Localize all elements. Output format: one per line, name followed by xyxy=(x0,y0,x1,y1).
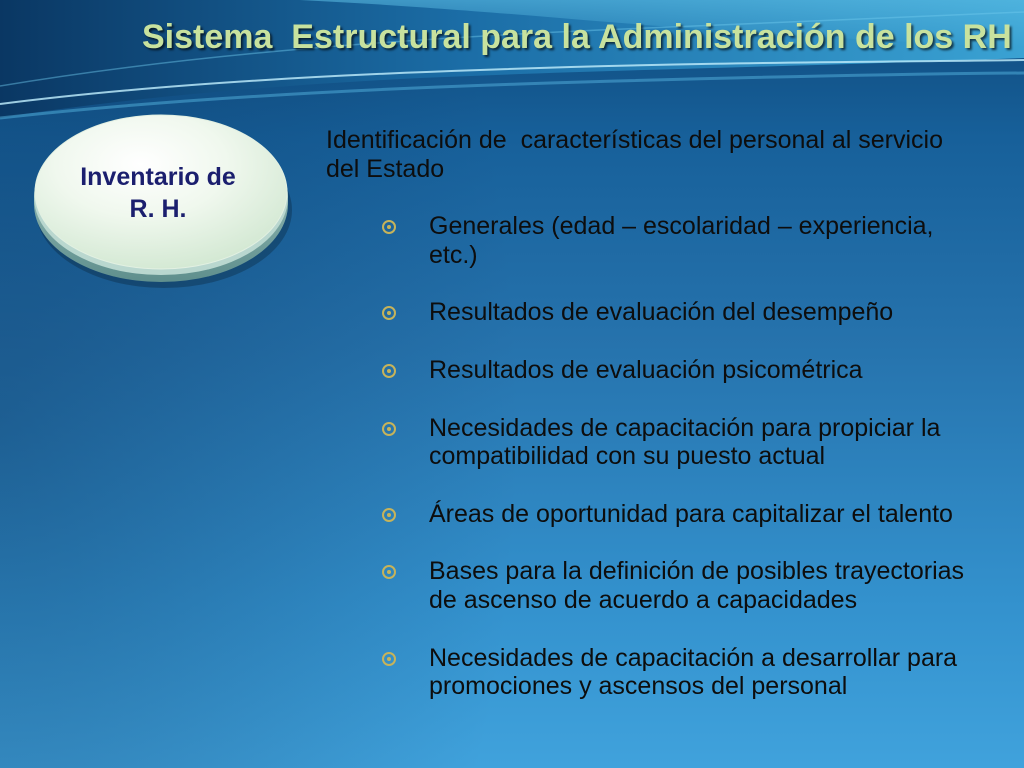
bullet-line: compatibilidad con su puesto actual xyxy=(429,442,826,471)
bullet-line: Resultados de evaluación psicométrica xyxy=(429,355,863,384)
bullet-line: Necesidades de capacitación a desarrollar para xyxy=(429,643,958,672)
inventory-badge-oval xyxy=(0,0,330,300)
intro-line: Identificación de características del personal al servicio xyxy=(326,126,943,154)
bullet-line: Áreas de oportunidad para capitalizar el talento xyxy=(429,499,953,528)
inventory-badge-label xyxy=(33,161,283,225)
slide-title: Sistema Estructural para la Administración de los RH xyxy=(142,18,1012,56)
bullet-line: promociones y ascensos del personal xyxy=(429,672,848,701)
bullet-line: etc.) xyxy=(429,240,478,269)
bullet-item xyxy=(326,212,1016,269)
bullet-line: Resultados de evaluación del desempeño xyxy=(429,298,894,327)
bullet-item xyxy=(326,356,1016,385)
circled-dot-bullet-icon xyxy=(382,422,396,436)
bullet-item xyxy=(326,644,1016,701)
bullet-item xyxy=(326,414,1016,471)
bullet-line: Generales (edad – escolaridad – experiencia, xyxy=(429,212,934,241)
intro-text xyxy=(326,126,1016,183)
bullet-item xyxy=(326,500,1016,529)
bullet-list xyxy=(326,212,1016,701)
badge-label-line: R. H. xyxy=(129,195,187,223)
circled-dot-bullet-icon xyxy=(382,652,396,666)
circled-dot-bullet-icon xyxy=(382,508,396,522)
content-block xyxy=(326,126,1016,701)
circled-dot-bullet-icon xyxy=(382,565,396,579)
circled-dot-bullet-icon xyxy=(382,220,396,234)
circled-dot-bullet-icon xyxy=(382,364,396,378)
bullet-line: de ascenso de acuerdo a capacidades xyxy=(429,585,858,614)
bullet-item xyxy=(326,298,1016,327)
bullet-item xyxy=(326,557,1016,614)
badge-label-line: Inventario de xyxy=(80,163,236,191)
circled-dot-bullet-icon xyxy=(382,306,396,320)
bullet-line: Bases para la definición de posibles trayectorias xyxy=(429,557,965,586)
bullet-line: Necesidades de capacitación para propiciar la xyxy=(429,413,941,442)
intro-line: del Estado xyxy=(326,154,445,183)
